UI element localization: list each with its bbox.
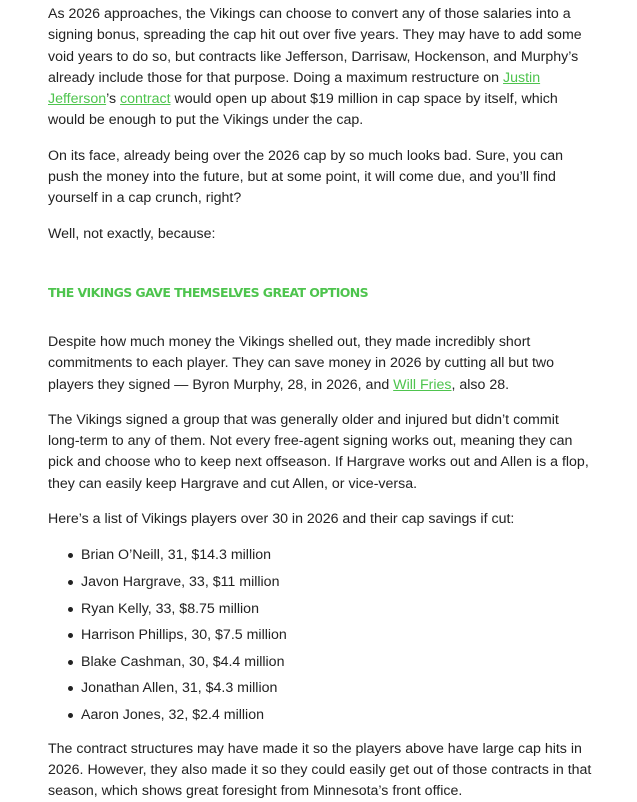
bullet-icon — [68, 633, 73, 638]
paragraph-list-intro: Here’s a list of Vikings players over 30 in 2026 and their cap savings if cut: — [48, 509, 593, 530]
paragraph-older-injured: The Vikings signed a group that was generally older and injured but didn’t commit long-term to any of them. Not every free-agent signing works out, meaning they can pick and choose who to keep next offseason. If Hargrave works out and Allen is a flop, they can easily keep Hargrave and cut Allen, or vice-versa. — [48, 410, 593, 495]
list-item-text: Jonathan Allen, 31, $4.3 million — [81, 680, 277, 696]
bullet-icon — [68, 686, 73, 691]
bullet-icon — [68, 553, 73, 558]
bullet-icon — [68, 713, 73, 718]
list-item — [66, 622, 593, 649]
list-item-text: Blake Cashman, 30, $4.4 million — [81, 654, 284, 670]
paragraph-restructure — [48, 0, 593, 132]
player-cap-savings-list — [48, 542, 593, 728]
list-item — [66, 542, 593, 569]
paragraph-text: would open up about $19 million in cap space by itself, which would be enough to put the Vikings under the cap. — [48, 91, 558, 128]
paragraph-short-commitments — [48, 332, 593, 396]
list-item — [66, 596, 593, 623]
list-item-text: Javon Hargrave, 33, $11 million — [81, 574, 279, 590]
paragraph-text: ’s — [106, 91, 120, 107]
bullet-icon — [68, 607, 73, 612]
list-item — [66, 569, 593, 596]
paragraph-not-exactly: Well, not exactly, because: — [48, 224, 593, 245]
list-item — [66, 702, 593, 729]
bullet-icon — [68, 660, 73, 665]
bullet-icon — [68, 580, 73, 585]
paragraph-cap-crunch: On its face, already being over the 2026 cap by so much looks bad. Sure, you can push the money into the future, but at some point, it will come due, and you’ll find yourself in a cap crunch, right? — [48, 146, 593, 210]
list-item-text: Harrison Phillips, 30, $7.5 million — [81, 627, 287, 643]
paragraph-conclusion: The contract structures may have made it so the players above have large cap hits in 2026. However, they also made it so they could easily get out of those contracts in that season, which shows great foresight from Minnesota’s front office. — [48, 739, 593, 802]
justin-jefferson-link[interactable]: Justin Jefferson — [48, 70, 540, 107]
paragraph-text: As 2026 approaches, the Vikings can choose to convert any of those salaries into a signing bonus, spreading the cap hit out over five years. They may have to add some void years to do so, but contracts like Jefferson, Darrisaw, Hockenson, and Murphy’s already include those for that purpose. Doing a maximum restructure on — [48, 6, 582, 86]
list-item-text: Brian O’Neill, 31, $14.3 million — [81, 547, 271, 563]
paragraph-text: , also 28. — [452, 377, 510, 393]
list-item — [66, 675, 593, 702]
paragraph-text: Despite how much money the Vikings shelled out, they made incredibly short commitments to each player. They can save money in 2026 by cutting all but two players they signed — Byron Murphy, 28, in 2026, and — [48, 334, 554, 393]
list-item-text: Ryan Kelly, 33, $8.75 million — [81, 601, 259, 617]
list-item-text: Aaron Jones, 32, $2.4 million — [81, 707, 264, 723]
section-heading: THE VIKINGS GAVE THEMSELVES GREAT OPTIONS — [48, 285, 593, 301]
will-fries-link[interactable]: Will Fries — [393, 377, 451, 393]
contract-link[interactable]: contract — [120, 91, 170, 107]
list-item — [66, 649, 593, 676]
